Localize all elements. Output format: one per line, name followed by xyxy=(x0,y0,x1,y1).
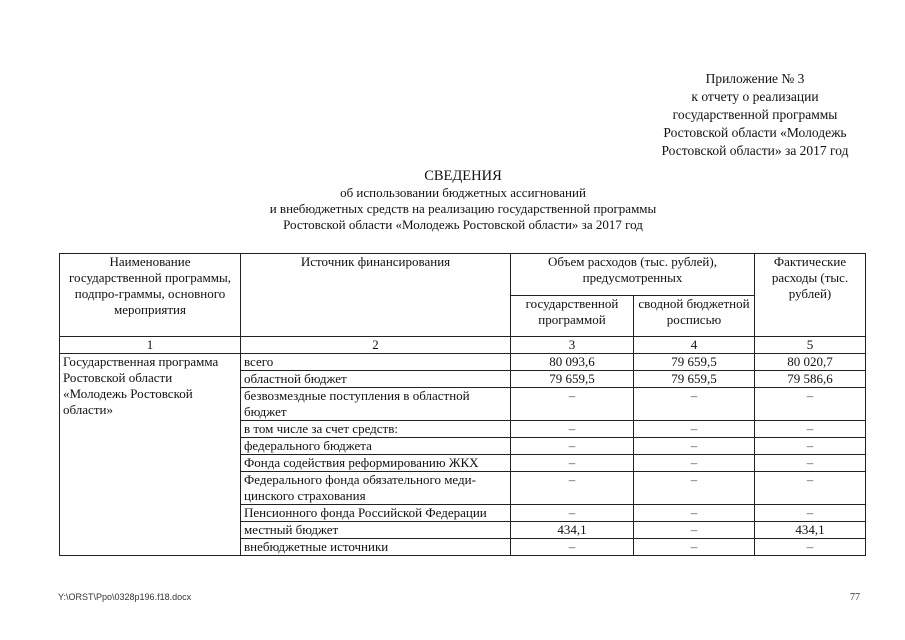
actual-value-cell: – xyxy=(755,539,866,556)
document-title xyxy=(180,168,746,233)
budget-value-cell: – xyxy=(634,421,755,438)
program-value-cell: – xyxy=(511,539,634,556)
appendix-line: к отчету о реализации xyxy=(691,89,819,104)
header-by-budget: сводной бюджетной росписью xyxy=(634,295,755,337)
source-cell: местный бюджет xyxy=(241,522,511,539)
budget-value-cell: – xyxy=(634,388,755,421)
source-cell: внебюджетные источники xyxy=(241,539,511,556)
column-number: 4 xyxy=(634,337,755,354)
budget-value-cell: – xyxy=(634,472,755,505)
program-name-cell: Государственная программа Ростовской области «Молодежь Ростовской области» xyxy=(60,354,241,556)
column-number: 2 xyxy=(241,337,511,354)
expenditure-table xyxy=(59,253,866,556)
appendix-line: государственной программы xyxy=(672,107,838,122)
actual-value-cell: – xyxy=(755,505,866,522)
column-number-row xyxy=(60,337,866,354)
source-cell: всего xyxy=(241,354,511,371)
budget-value-cell: – xyxy=(634,455,755,472)
appendix-line: Ростовской области «Молодежь xyxy=(663,125,847,140)
source-cell: в том числе за счет средств: xyxy=(241,421,511,438)
budget-value-cell: 79 659,5 xyxy=(634,354,755,371)
title-line: об использовании бюджетных ассигнований xyxy=(340,185,586,200)
source-cell: Фонда содействия реформированию ЖКХ xyxy=(241,455,511,472)
actual-value-cell: – xyxy=(755,455,866,472)
budget-value-cell: – xyxy=(634,539,755,556)
table-row xyxy=(60,354,866,371)
source-cell: безвозмездные поступления в областной бюджет xyxy=(241,388,511,421)
actual-value-cell: 434,1 xyxy=(755,522,866,539)
actual-value-cell: – xyxy=(755,388,866,421)
appendix-line: Ростовской области» за 2017 год xyxy=(661,143,849,158)
actual-value-cell: – xyxy=(755,421,866,438)
actual-value-cell: 80 020,7 xyxy=(755,354,866,371)
column-number: 3 xyxy=(511,337,634,354)
header-source: Источник финансирования xyxy=(241,254,511,337)
actual-value-cell: – xyxy=(755,438,866,455)
budget-value-cell: – xyxy=(634,438,755,455)
source-cell: федерального бюджета xyxy=(241,438,511,455)
appendix-line: Приложение № 3 xyxy=(705,71,805,86)
column-number: 5 xyxy=(755,337,866,354)
program-value-cell: – xyxy=(511,455,634,472)
budget-value-cell: 79 659,5 xyxy=(634,371,755,388)
title-line: Ростовской области «Молодежь Ростовской области» за 2017 год xyxy=(283,217,643,232)
source-cell: Федерального фонда обязательного меди-цинского страхования xyxy=(241,472,511,505)
program-value-cell: – xyxy=(511,388,634,421)
title-heading: СВЕДЕНИЯ xyxy=(424,168,502,184)
program-value-cell: – xyxy=(511,472,634,505)
header-program-name: Наименование государственной программы, подпро-граммы, основного мероприятия xyxy=(60,254,241,337)
appendix-header xyxy=(600,70,905,160)
program-value-cell: 434,1 xyxy=(511,522,634,539)
source-cell: областной бюджет xyxy=(241,371,511,388)
column-number: 1 xyxy=(60,337,241,354)
source-cell: Пенсионного фонда Российской Федерации xyxy=(241,505,511,522)
program-value-cell: – xyxy=(511,421,634,438)
program-value-cell: – xyxy=(511,438,634,455)
file-path: Y:\ORST\Ppo\0328p196.f18.docx xyxy=(58,592,192,602)
program-value-cell: 80 093,6 xyxy=(511,354,634,371)
program-value-cell: – xyxy=(511,505,634,522)
program-value-cell: 79 659,5 xyxy=(511,371,634,388)
budget-value-cell: – xyxy=(634,505,755,522)
actual-value-cell: – xyxy=(755,472,866,505)
budget-value-cell: – xyxy=(634,522,755,539)
page-number: 77 xyxy=(850,592,860,603)
header-by-program: государственной программой xyxy=(511,295,634,337)
title-line: и внебюджетных средств на реализацию государственной программы xyxy=(269,201,657,216)
header-volume: Объем расходов (тыс. рублей), предусмотренных xyxy=(511,254,755,296)
header-actual: Фактические расходы (тыс. рублей) xyxy=(755,254,866,337)
actual-value-cell: 79 586,6 xyxy=(755,371,866,388)
